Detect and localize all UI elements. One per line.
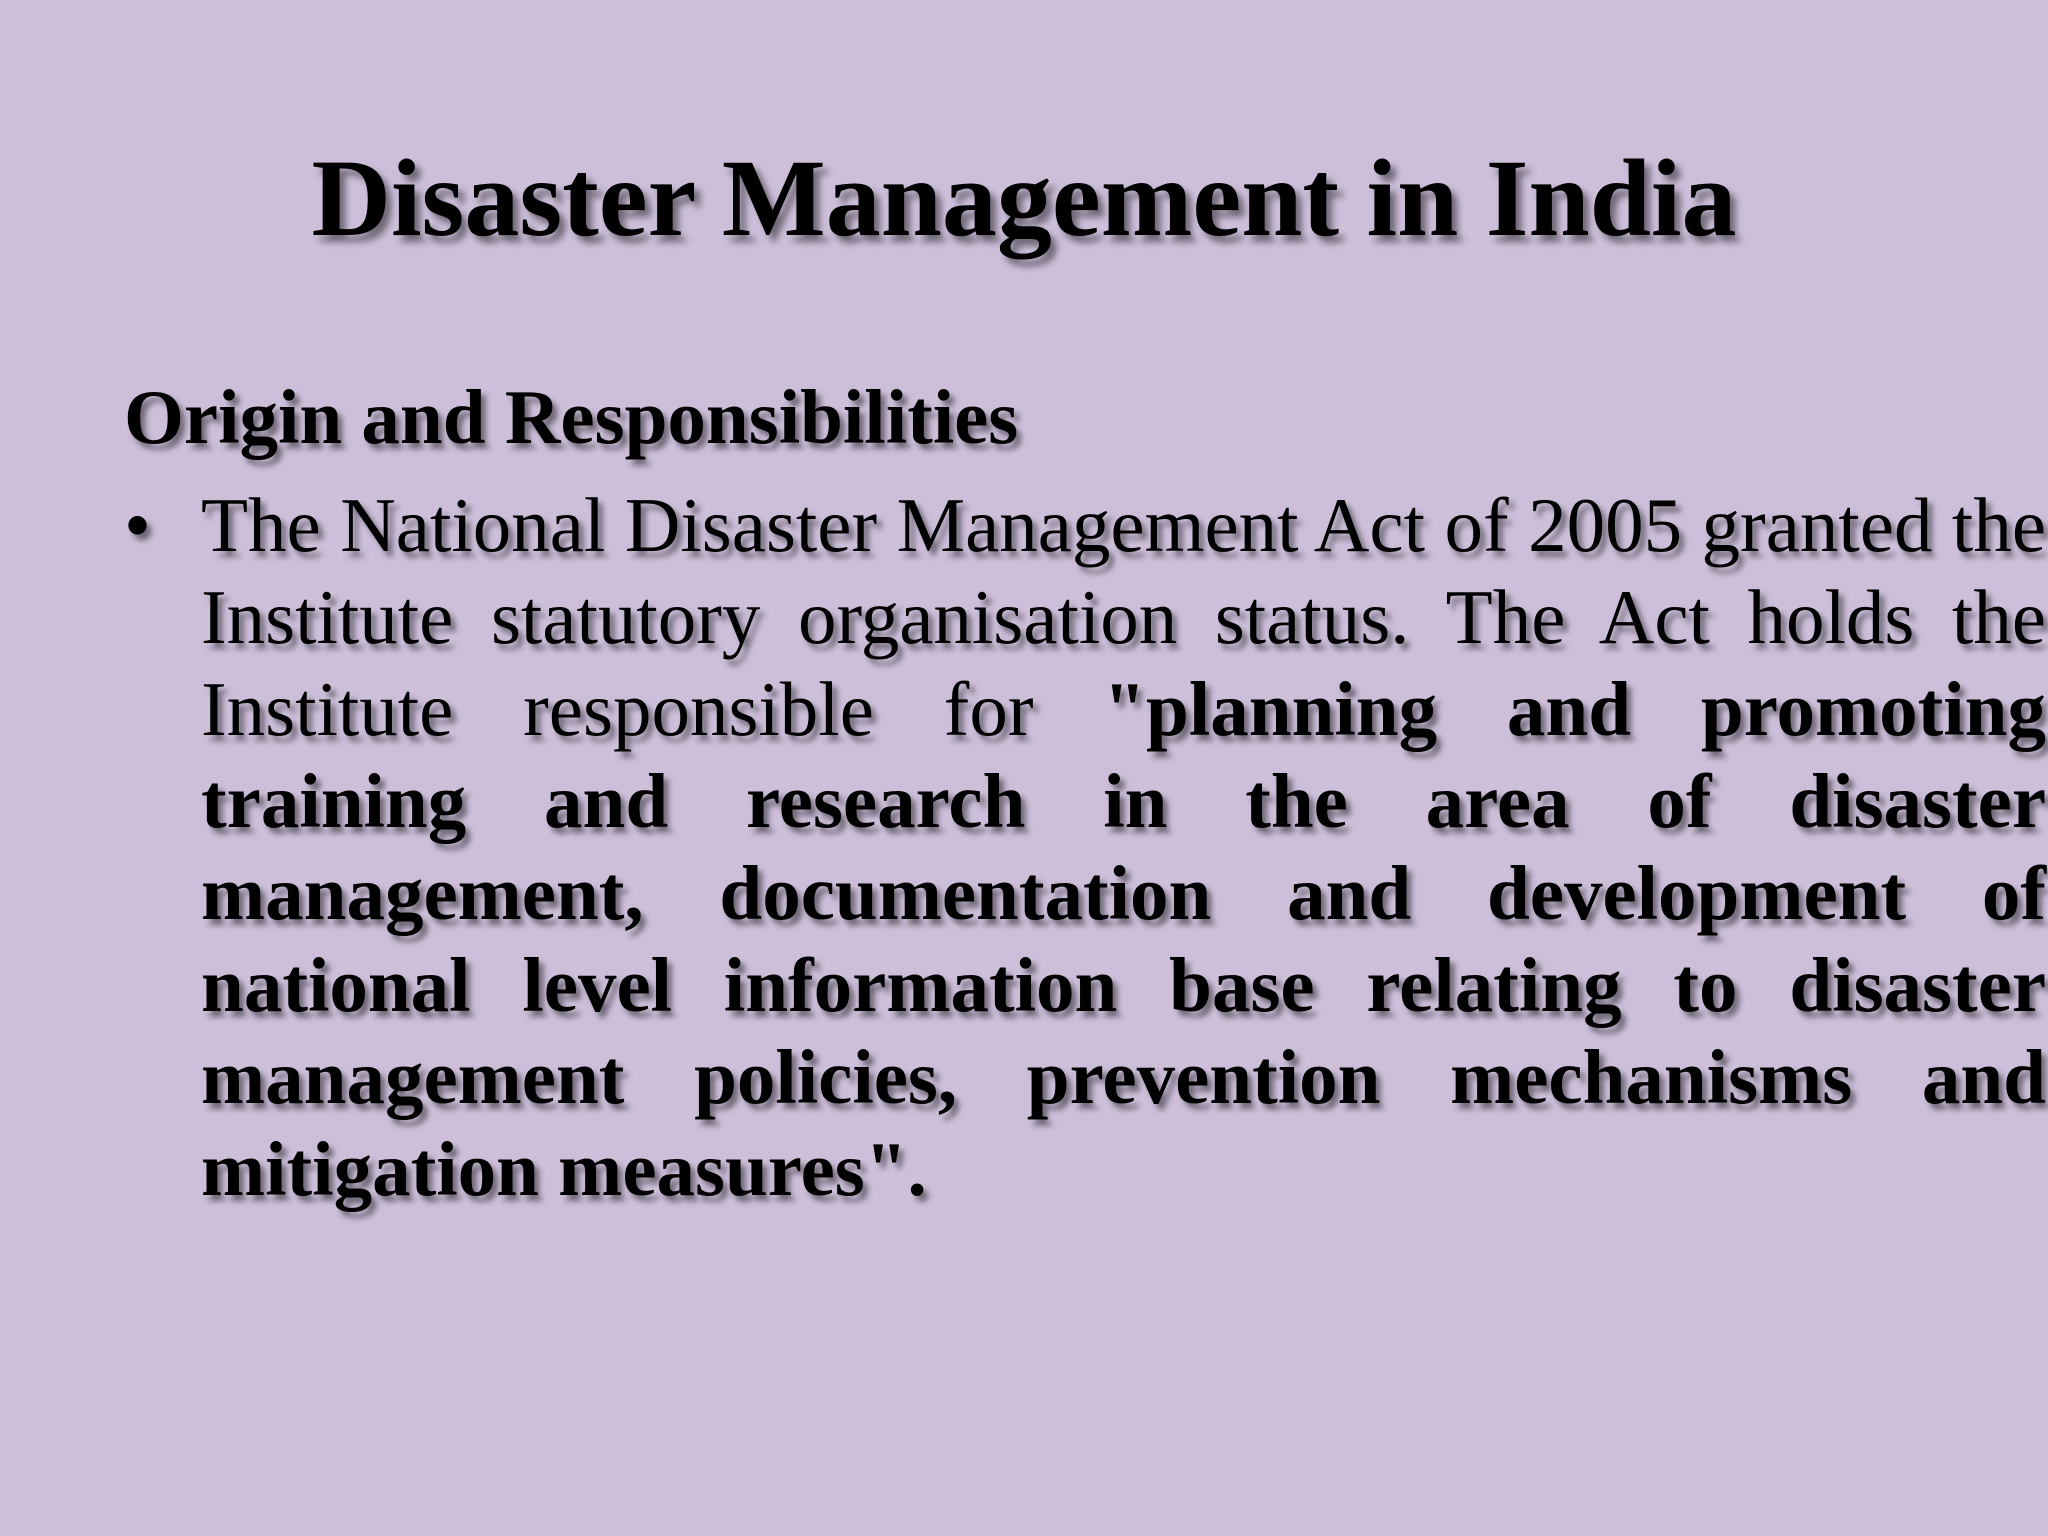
- slide-title: Disaster Management in India: [311, 137, 1737, 259]
- bullet-intro-text: The National Disaster Management Act of 2005 granted the Institute statutory organisation status. The Act holds the Institute responsible for: [201, 482, 2046, 752]
- section-subheading: Origin and Responsibilities: [124, 374, 1019, 460]
- bullet-paragraph: [201, 479, 2046, 1215]
- bullet-quote-text: "planning and promoting training and research in the area of disaster management, documentation and development of national level information base relating to disaster management policies, prevention mechanisms and mitigation measures".: [201, 666, 2046, 1212]
- bullet-marker: •: [124, 482, 151, 568]
